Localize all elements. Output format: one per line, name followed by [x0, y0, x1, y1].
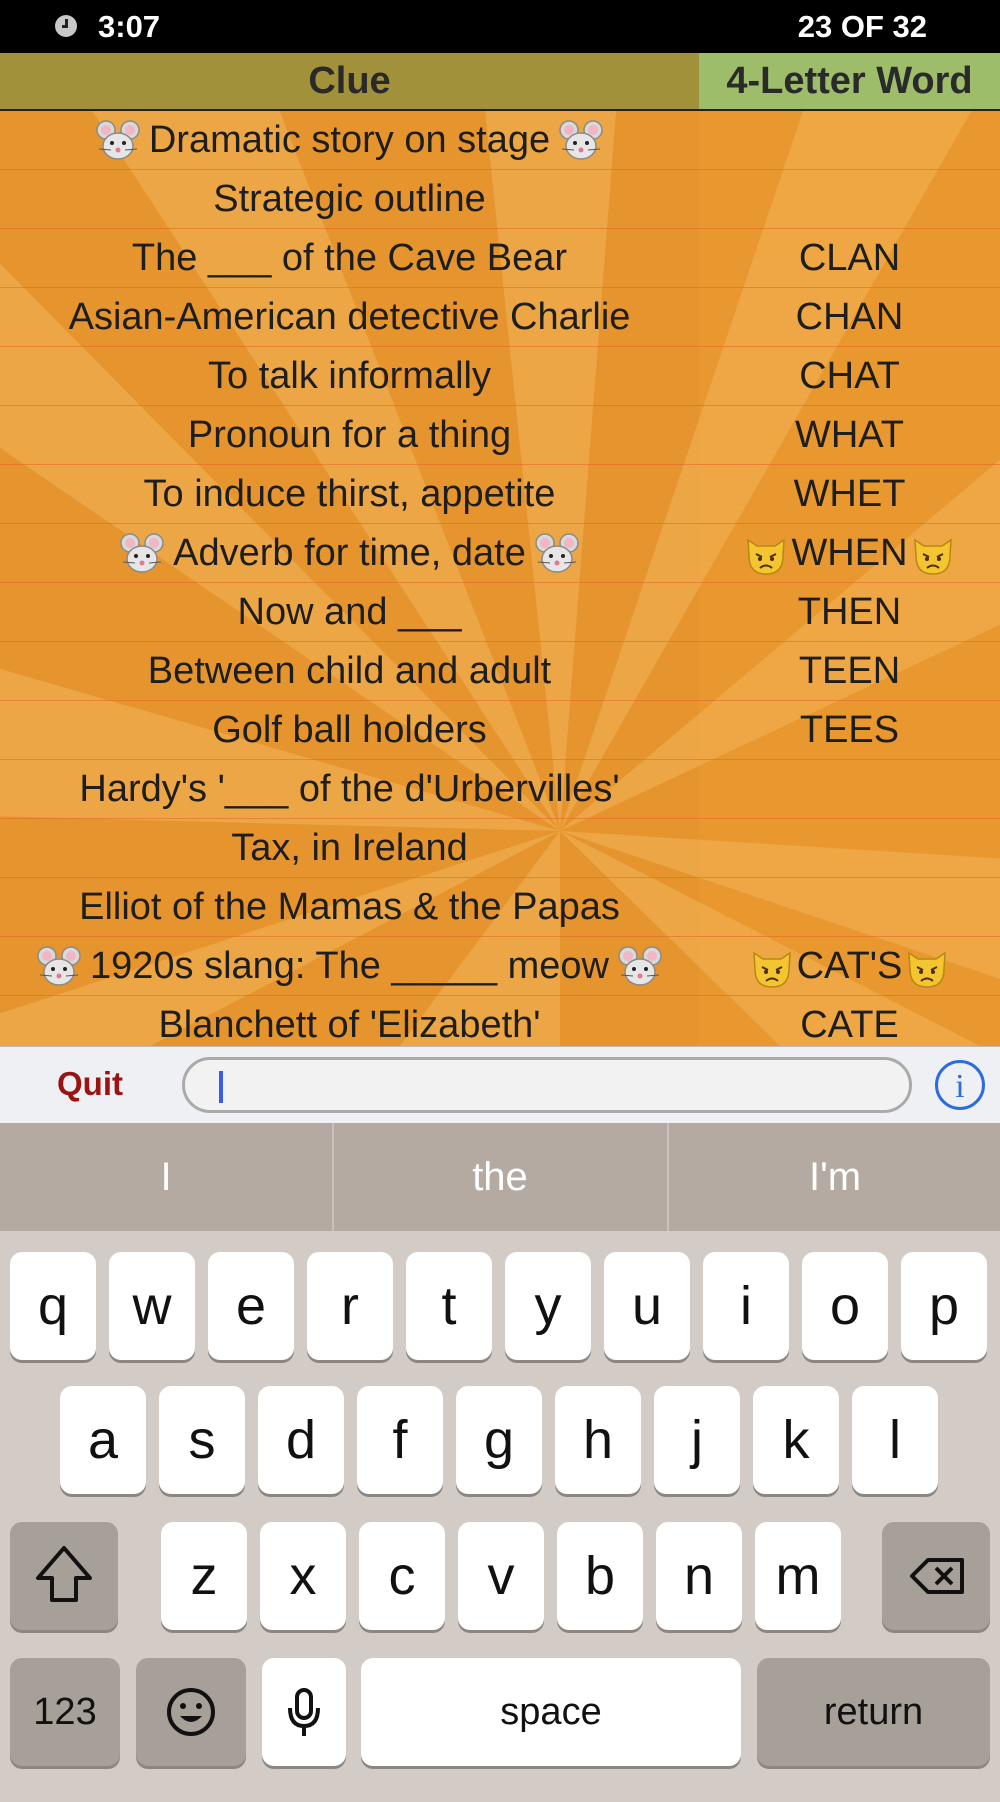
keyboard	[0, 1231, 1000, 1778]
clue-row[interactable]	[0, 465, 1000, 524]
clue-text: To induce thirst, appetite	[143, 473, 556, 515]
key[interactable]: v	[458, 1522, 544, 1630]
backspace-icon	[882, 1522, 990, 1630]
clue-text: Tax, in Ireland	[231, 827, 468, 869]
word-cell	[699, 465, 1000, 523]
answer-word: TEES	[799, 709, 900, 751]
puzzle-progress: 23 OF 32	[797, 9, 927, 44]
clue-text: To talk informally	[208, 355, 491, 397]
text-caret	[219, 1071, 223, 1103]
clue-row[interactable]	[0, 524, 1000, 583]
table-header	[0, 53, 1000, 111]
mouse-face-icon	[36, 945, 82, 991]
answer-word: CAT'S	[796, 945, 903, 987]
clue-cell	[0, 229, 699, 287]
clue-text: Now and ___	[237, 591, 462, 633]
word-cell	[699, 524, 1000, 582]
key[interactable]: a	[60, 1386, 146, 1494]
clue-cell	[0, 701, 699, 759]
key[interactable]: h	[555, 1386, 641, 1494]
emoji-icon	[136, 1658, 246, 1766]
clue-row[interactable]	[0, 170, 1000, 229]
clue-text: Asian-American detective Charlie	[68, 296, 631, 338]
clue-cell	[0, 170, 699, 228]
clue-cell	[0, 642, 699, 700]
clue-row[interactable]	[0, 229, 1000, 288]
clue-row[interactable]	[0, 996, 1000, 1046]
pouting-cat-icon	[904, 945, 950, 991]
key[interactable]: g	[456, 1386, 542, 1494]
clue-row[interactable]	[0, 937, 1000, 996]
emoji-key[interactable]	[136, 1658, 246, 1766]
answer-word: CLAN	[798, 237, 901, 279]
answer-word: WHEN	[791, 532, 908, 574]
backspace-key[interactable]	[882, 1522, 990, 1630]
key[interactable]: l	[852, 1386, 938, 1494]
shift-icon	[10, 1522, 118, 1630]
mouse-face-icon	[617, 945, 663, 991]
answer-input[interactable]	[182, 1057, 912, 1113]
pouting-cat-icon	[743, 532, 789, 578]
word-cell	[699, 111, 1000, 169]
clue-text: Dramatic story on stage	[148, 119, 551, 161]
predictive-bar	[0, 1123, 1000, 1231]
word-cell	[699, 760, 1000, 818]
answer-word: WHET	[793, 473, 906, 515]
clue-list[interactable]	[0, 111, 1000, 1046]
clue-cell	[0, 819, 699, 877]
word-cell	[699, 583, 1000, 641]
key[interactable]: j	[654, 1386, 740, 1494]
clue-text: Golf ball holders	[212, 709, 487, 751]
clue-column-header: Clue	[0, 53, 699, 109]
suggestion-2[interactable]: the	[472, 1155, 528, 1199]
key[interactable]: b	[557, 1522, 643, 1630]
key[interactable]: p	[901, 1252, 987, 1360]
clue-row[interactable]	[0, 819, 1000, 878]
clue-text: Pronoun for a thing	[187, 414, 512, 456]
clue-cell	[0, 465, 699, 523]
key[interactable]: z	[161, 1522, 247, 1630]
clue-text: Between child and adult	[147, 650, 552, 692]
shift-key[interactable]	[10, 1522, 118, 1630]
clue-row[interactable]	[0, 701, 1000, 760]
clue-cell	[0, 996, 699, 1046]
clue-row[interactable]	[0, 288, 1000, 347]
clue-cell	[0, 288, 699, 346]
suggestion-3[interactable]: I'm	[808, 1155, 862, 1199]
suggestion-1[interactable]: I	[160, 1155, 172, 1199]
pouting-cat-icon	[910, 532, 956, 578]
clue-cell	[0, 111, 699, 169]
word-cell	[699, 819, 1000, 877]
clue-row[interactable]	[0, 111, 1000, 170]
return-key[interactable]: return	[757, 1658, 990, 1766]
status-bar	[0, 0, 1000, 53]
clue-text: The ___ of the Cave Bear	[131, 237, 568, 279]
mouse-face-icon	[558, 119, 604, 165]
answer-word: WHAT	[794, 414, 905, 456]
clue-cell	[0, 524, 699, 582]
clue-cell	[0, 878, 699, 936]
key[interactable]: u	[604, 1252, 690, 1360]
clue-text: Adverb for time, date	[173, 532, 526, 574]
key[interactable]: o	[802, 1252, 888, 1360]
key[interactable]: f	[357, 1386, 443, 1494]
microphone-icon	[262, 1658, 346, 1766]
clue-row[interactable]	[0, 642, 1000, 701]
info-icon[interactable]	[934, 1059, 986, 1111]
clue-row[interactable]	[0, 347, 1000, 406]
key[interactable]: s	[159, 1386, 245, 1494]
word-cell	[699, 996, 1000, 1046]
clue-text: Hardy's '___ of the d'Urbervilles'	[79, 768, 620, 810]
clue-text: Elliot of the Mamas & the Papas	[79, 886, 620, 928]
status-time: 3:07	[98, 9, 161, 44]
mouse-face-icon	[534, 532, 580, 578]
key[interactable]: y	[505, 1252, 591, 1360]
word-cell	[699, 229, 1000, 287]
clue-row[interactable]	[0, 583, 1000, 642]
key[interactable]: r	[307, 1252, 393, 1360]
clue-rows	[0, 111, 1000, 1046]
clue-row[interactable]	[0, 760, 1000, 819]
answer-word: TEEN	[798, 650, 901, 692]
word-cell	[699, 701, 1000, 759]
key[interactable]: q	[10, 1252, 96, 1360]
word-cell	[699, 642, 1000, 700]
key[interactable]: c	[359, 1522, 445, 1630]
clue-row[interactable]	[0, 406, 1000, 465]
answer-bar	[0, 1046, 1000, 1124]
quit-button[interactable]: Quit	[57, 1065, 123, 1102]
key[interactable]: x	[260, 1522, 346, 1630]
key[interactable]: e	[208, 1252, 294, 1360]
clue-text: Strategic outline	[213, 178, 486, 220]
clue-cell	[0, 406, 699, 464]
word-cell	[699, 347, 1000, 405]
word-cell	[699, 878, 1000, 936]
clue-text: 1920s slang: The _____ meow	[90, 945, 609, 987]
key[interactable]: i	[703, 1252, 789, 1360]
key[interactable]: n	[656, 1522, 742, 1630]
clue-cell	[0, 760, 699, 818]
key[interactable]: t	[406, 1252, 492, 1360]
word-column-header: 4-Letter Word	[699, 53, 1000, 109]
answer-word: THEN	[797, 591, 902, 633]
clue-text: Blanchett of 'Elizabeth'	[158, 1004, 541, 1046]
answer-word: CHAN	[795, 296, 904, 338]
word-cell	[699, 288, 1000, 346]
clock-icon	[55, 15, 77, 37]
svg-text:i: i	[955, 1068, 965, 1105]
word-cell	[699, 937, 1000, 995]
pouting-cat-icon	[749, 945, 795, 991]
clue-cell	[0, 583, 699, 641]
key[interactable]: m	[755, 1522, 841, 1630]
key[interactable]: k	[753, 1386, 839, 1494]
word-cell	[699, 406, 1000, 464]
key[interactable]: d	[258, 1386, 344, 1494]
mouse-face-icon	[119, 532, 165, 578]
mouse-face-icon	[95, 119, 141, 165]
microphone-key[interactable]	[262, 1658, 346, 1766]
clue-row[interactable]	[0, 878, 1000, 937]
space-key[interactable]: space	[361, 1658, 741, 1766]
key[interactable]: w	[109, 1252, 195, 1360]
word-cell	[699, 170, 1000, 228]
answer-word: CATE	[800, 1004, 899, 1046]
clue-cell	[0, 347, 699, 405]
answer-word: CHAT	[799, 355, 900, 397]
numbers-key[interactable]: 123	[10, 1658, 120, 1766]
clue-cell	[0, 937, 699, 995]
